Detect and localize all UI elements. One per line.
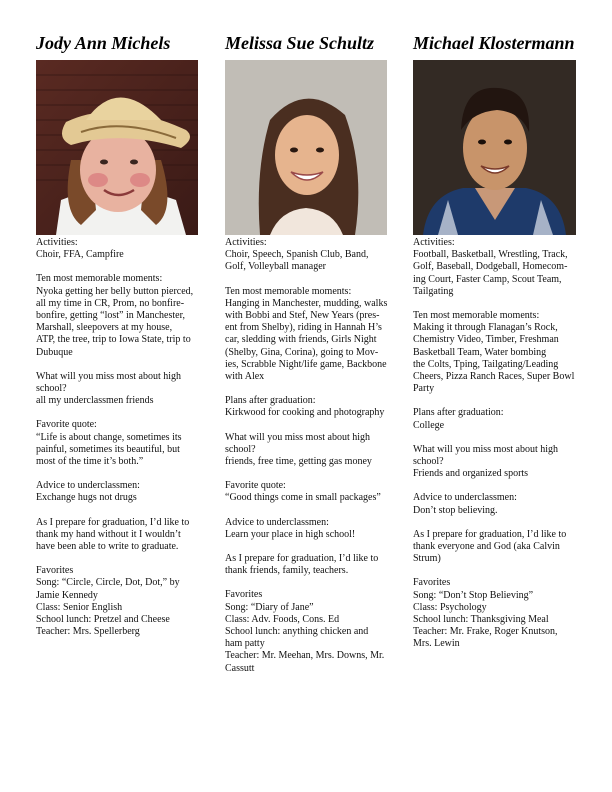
section-line: Chemistry Video, Timber, Freshman xyxy=(413,334,559,346)
section-line: As I prepare for graduation, I’d like to xyxy=(225,553,379,565)
favorite-quote-section xyxy=(225,480,390,504)
plans-section xyxy=(413,407,583,431)
section-line: with Bobbi and Stef, New Years (pres- xyxy=(225,310,380,322)
student-name: Michael Klostermann xyxy=(413,33,575,53)
section-heading: Plans after graduation: xyxy=(225,395,316,407)
section-line: ies, Scrabble Night/life game, Backbone xyxy=(225,358,387,370)
section-line: all my time in CR, Prom, no bonfire- xyxy=(36,297,185,309)
profile-text xyxy=(413,237,583,651)
section-line: College xyxy=(413,419,445,431)
section-heading: Plans after graduation: xyxy=(413,407,504,419)
student-photo xyxy=(225,60,387,235)
section-line: ent from Shelby), riding in Hannah H’s xyxy=(225,322,382,334)
miss-most-section xyxy=(36,371,201,408)
advice-section xyxy=(36,480,201,504)
student-name: Jody Ann Michels xyxy=(36,33,171,53)
advice-section xyxy=(413,492,583,516)
section-line: have been able to write to graduate. xyxy=(36,541,179,553)
section-heading: Advice to underclassmen: xyxy=(225,516,329,528)
section-line: Song: “Circle, Circle, Dot, Dot,” by xyxy=(36,577,180,589)
section-heading: school? xyxy=(225,443,256,455)
section-line: Strum) xyxy=(413,553,441,565)
section-line: School lunch: Pretzel and Cheese xyxy=(36,614,170,626)
activities-section xyxy=(413,237,583,298)
section-heading: Favorites xyxy=(413,577,451,589)
section-line: thank friends, family, teachers. xyxy=(225,565,349,577)
section-heading: Ten most memorable moments: xyxy=(36,273,163,285)
section-line: “Good things come in small packages” xyxy=(225,492,381,504)
section-line: Marshall, sleepovers at my house, xyxy=(36,322,173,334)
activities-section xyxy=(36,237,201,261)
section-line: Party xyxy=(413,383,435,395)
section-heading: What will you miss most about high xyxy=(36,370,181,382)
section-heading: Favorites xyxy=(36,565,74,577)
miss-most-section xyxy=(225,432,390,469)
section-line: Jamie Kennedy xyxy=(36,589,98,601)
section-heading: school? xyxy=(413,456,444,468)
section-line: Dubuque xyxy=(36,346,73,358)
section-line: Class: Senior English xyxy=(36,601,123,613)
section-line: ham patty xyxy=(225,638,265,650)
section-line: “Life is about change, sometimes its xyxy=(36,431,182,443)
senior-profile-melissa xyxy=(225,32,390,687)
memorable-moments-section xyxy=(413,310,583,395)
section-line: most of the time it’s both.” xyxy=(36,456,144,468)
student-photo xyxy=(36,60,198,235)
advice-section xyxy=(225,517,390,541)
favorites-section xyxy=(225,589,390,674)
section-line: ing Court, Faster Camp, Scout Team, xyxy=(413,273,562,285)
section-heading: Ten most memorable moments: xyxy=(413,310,540,322)
section-line: thank my hand without it I wouldn’t xyxy=(36,528,181,540)
section-line: Golf, Baseball, Dodgeball, Homecom- xyxy=(413,261,568,273)
miss-most-section xyxy=(413,444,583,481)
section-heading: Favorite quote: xyxy=(36,419,97,431)
section-line: Kirkwood for cooking and photography xyxy=(225,407,385,419)
section-line: Football, Basketball, Wrestling, Track, xyxy=(413,249,568,261)
section-line: bonfire, getting “lost” in Manchester, xyxy=(36,310,185,322)
section-line: As I prepare for graduation, I’d like to xyxy=(36,516,190,528)
section-heading: Activities: xyxy=(413,237,455,248)
section-line: ATP, the tree, trip to Iowa State, trip to xyxy=(36,334,191,346)
profile-text xyxy=(225,237,390,675)
section-heading: What will you miss most about high xyxy=(413,443,558,455)
favorite-quote-section xyxy=(36,419,201,468)
section-line: with Alex xyxy=(225,371,265,383)
section-heading: What will you miss most about high xyxy=(225,431,370,443)
section-heading: Favorite quote: xyxy=(225,480,286,492)
favorites-section xyxy=(413,577,583,650)
plans-section xyxy=(225,395,390,419)
section-line: Choir, Speech, Spanish Club, Band, xyxy=(225,249,369,261)
section-heading: Favorites xyxy=(225,589,263,601)
section-line: As I prepare for graduation, I’d like to xyxy=(413,528,567,540)
activities-section xyxy=(225,237,390,274)
section-line: Cassutt xyxy=(225,662,255,674)
memorable-moments-section xyxy=(36,273,201,358)
section-line: Nyoka getting her belly button pierced, xyxy=(36,285,194,297)
section-line: car, sledding with friends, Girls Night xyxy=(225,334,377,346)
section-line: Class: Psychology xyxy=(413,601,487,613)
favorites-section xyxy=(36,565,201,638)
thanks-section xyxy=(36,517,201,554)
section-line: Cheers, Pizza Ranch Races, Super Bowl xyxy=(413,371,575,383)
section-line: Song: “Diary of Jane” xyxy=(225,601,314,613)
student-photo xyxy=(413,60,576,235)
section-line: School lunch: anything chicken and xyxy=(225,626,369,638)
student-name: Melissa Sue Schultz xyxy=(225,33,375,53)
section-line: Golf, Volleyball manager xyxy=(225,261,326,273)
section-heading: Ten most memorable moments: xyxy=(225,285,352,297)
section-line: Don’t stop believing. xyxy=(413,504,498,516)
section-line: all my underclassmen friends xyxy=(36,395,154,407)
memorable-moments-section xyxy=(225,286,390,384)
profile-text xyxy=(36,237,201,638)
section-line: Hanging in Manchester, mudding, walks xyxy=(225,297,388,309)
section-heading: school? xyxy=(36,383,67,395)
section-line: School lunch: Thanksgiving Meal xyxy=(413,614,549,626)
section-line: Tailgating xyxy=(413,285,454,297)
section-line: the Colts, Tping, Tailgating/Leading xyxy=(413,358,559,370)
section-heading: Activities: xyxy=(225,237,267,248)
thanks-section xyxy=(413,529,583,566)
section-line: Choir, FFA, Campfire xyxy=(36,249,124,261)
section-line: Song: “Don’t Stop Believing” xyxy=(413,589,534,601)
section-line: Making it through Flanagan’s Rock, xyxy=(413,322,558,334)
section-line: thank everyone and God (aka Calvin xyxy=(413,541,560,553)
section-line: Teacher: Mr. Meehan, Mrs. Downs, Mr. xyxy=(225,650,385,662)
senior-profile-jody xyxy=(36,32,201,650)
section-line: Mrs. Lewin xyxy=(413,638,460,650)
section-line: Class: Adv. Foods, Cons. Ed xyxy=(225,613,340,625)
senior-profile-michael xyxy=(413,32,583,663)
section-line: Friends and organized sports xyxy=(413,468,529,480)
section-heading: Advice to underclassmen: xyxy=(413,492,517,504)
thanks-section xyxy=(225,553,390,577)
section-line: friends, free time, getting gas money xyxy=(225,456,372,468)
section-line: Exchange hugs not drugs xyxy=(36,492,137,504)
section-line: Teacher: Mrs. Spellerberg xyxy=(36,626,140,638)
section-line: Teacher: Mr. Frake, Roger Knutson, xyxy=(413,626,558,638)
section-line: (Shelby, Gina, Corina), going to Mov- xyxy=(225,346,379,358)
section-heading: Activities: xyxy=(36,237,78,248)
section-line: painful, sometimes its beautiful, but xyxy=(36,443,180,455)
section-line: Learn your place in high school! xyxy=(225,528,356,540)
section-heading: Advice to underclassmen: xyxy=(36,480,140,492)
section-line: Basketball Team, Water bombing xyxy=(413,346,547,358)
